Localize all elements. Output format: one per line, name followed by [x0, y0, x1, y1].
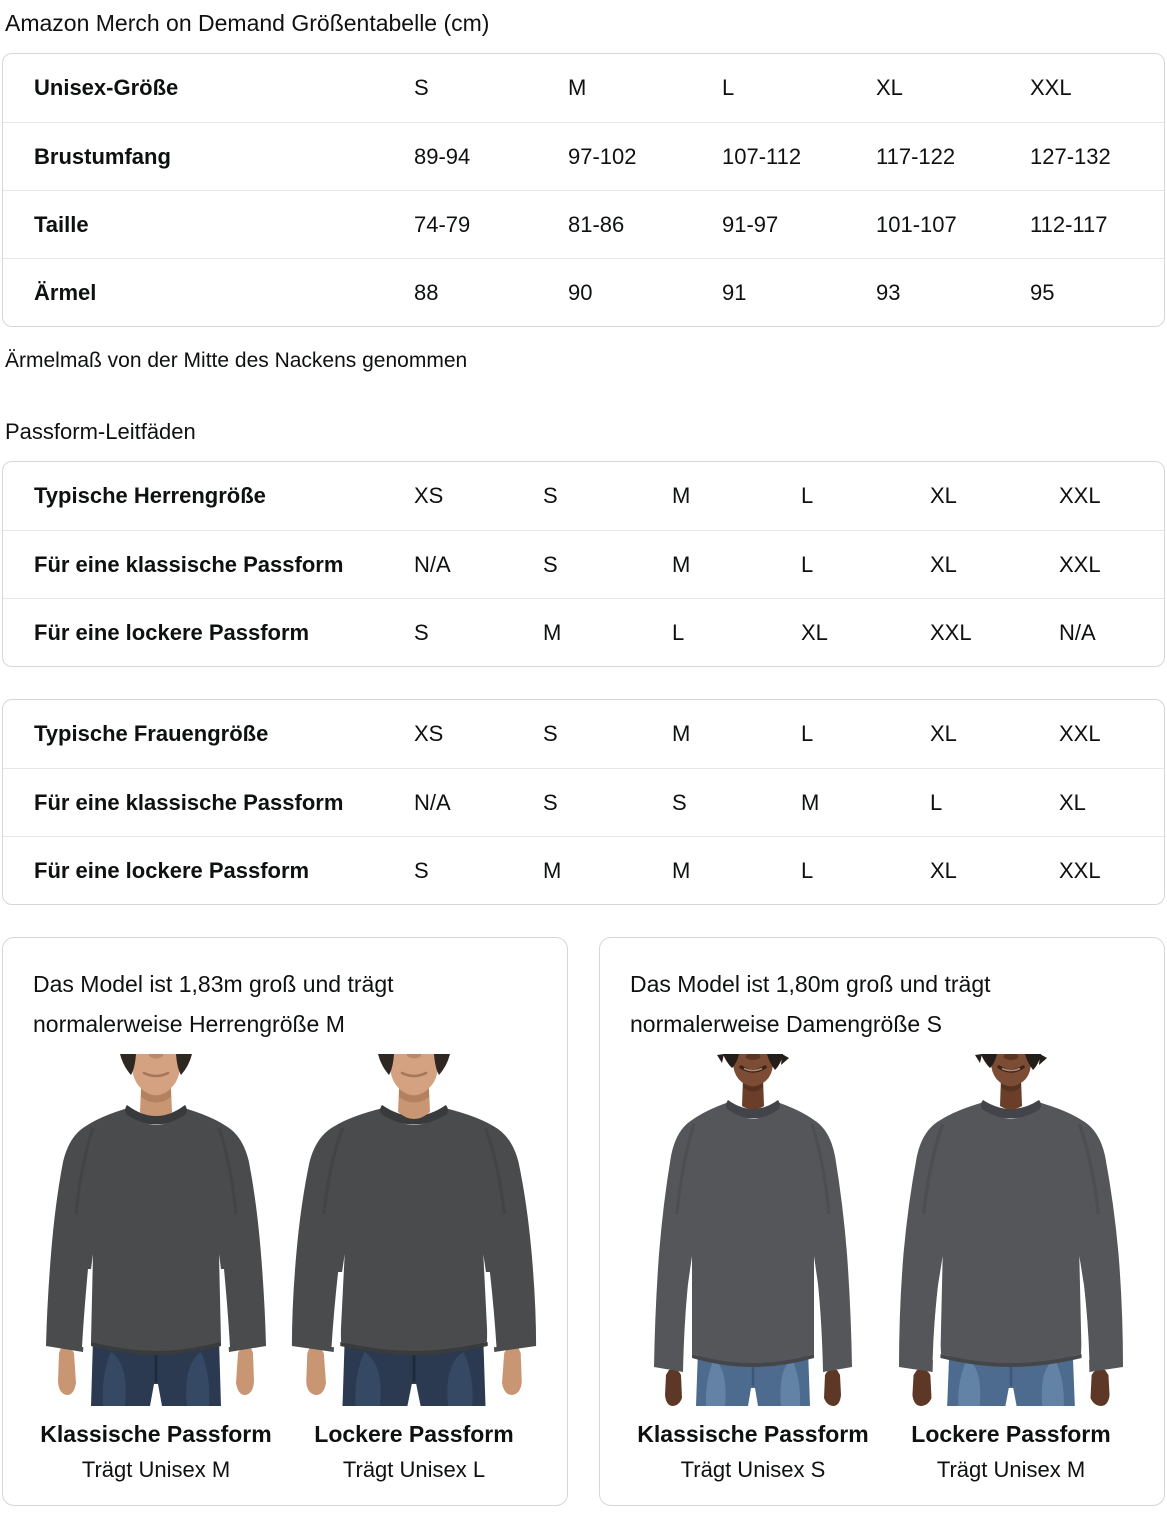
- size-value: N/A: [414, 551, 451, 577]
- female-loose-fit-photo: [886, 1054, 1136, 1483]
- size-value: XXL: [1059, 857, 1101, 883]
- size-value: 117-122: [876, 143, 956, 169]
- size-value: 93: [876, 279, 901, 305]
- size-value: N/A: [414, 789, 451, 815]
- table-row: [3, 258, 1164, 326]
- row-label: Für eine klassische Passform: [34, 551, 344, 577]
- fit-type-label: Klassische Passform: [40, 1421, 272, 1448]
- female-model-classic-illustration: [628, 1054, 878, 1406]
- row-label: Für eine lockere Passform: [34, 857, 310, 883]
- model-cards: [2, 937, 1165, 1506]
- size-value: 97-102: [568, 143, 637, 169]
- male-model-classic-illustration: [31, 1054, 281, 1406]
- model-photos: [624, 1054, 1140, 1483]
- size-value: L: [722, 75, 735, 100]
- size-value: XS: [414, 721, 444, 746]
- size-value: XL: [930, 551, 957, 577]
- worn-size-label: Trägt Unisex M: [81, 1457, 231, 1483]
- size-value: XL: [930, 721, 957, 746]
- worn-size-label: Trägt Unisex L: [342, 1457, 486, 1483]
- row-label: Für eine lockere Passform: [34, 619, 310, 645]
- size-value: 90: [568, 279, 593, 305]
- size-value: XXL: [1059, 483, 1101, 508]
- page-title: Amazon Merch on Demand Größentabelle (cm): [5, 10, 490, 36]
- worn-size-label: Trägt Unisex M: [936, 1457, 1086, 1483]
- sleeve-note: Ärmelmaß von der Mitte des Nackens genommen: [5, 349, 468, 372]
- size-value: M: [801, 789, 820, 815]
- size-value: S: [543, 483, 558, 508]
- row-label: Für eine klassische Passform: [34, 789, 344, 815]
- size-value: S: [543, 551, 558, 577]
- unisex-size-table: [2, 53, 1165, 327]
- size-value: M: [568, 75, 587, 100]
- size-value: M: [672, 551, 691, 577]
- size-value: L: [672, 619, 685, 645]
- table-row: [3, 836, 1164, 904]
- size-value: M: [543, 619, 562, 645]
- row-label: Typische Frauengröße: [34, 721, 269, 746]
- size-value: 88: [414, 279, 439, 305]
- size-value: S: [414, 75, 429, 100]
- model-photos: [27, 1054, 543, 1483]
- photo-caption: [31, 1421, 281, 1483]
- size-value: XXL: [1059, 721, 1101, 746]
- size-value: XXL: [1030, 75, 1072, 100]
- size-value: L: [801, 721, 814, 746]
- size-value: XL: [876, 75, 903, 100]
- size-value: XXL: [1059, 551, 1101, 577]
- table-row: [3, 462, 1164, 530]
- photo-caption: [628, 1421, 878, 1483]
- table-row: [3, 598, 1164, 666]
- size-value: S: [672, 789, 687, 815]
- size-value: S: [543, 721, 558, 746]
- size-value: M: [543, 857, 562, 883]
- female-classic-fit-photo: [628, 1054, 878, 1483]
- male-loose-fit-photo: [289, 1054, 539, 1483]
- size-value: XL: [930, 483, 957, 508]
- table-row: [3, 530, 1164, 598]
- size-value: 89-94: [414, 143, 471, 169]
- row-label: Typische Herrengröße: [34, 483, 266, 508]
- size-value: M: [672, 721, 691, 746]
- table-row: [3, 700, 1164, 768]
- size-value: 127-132: [1030, 143, 1111, 169]
- womens-fit-table: [2, 699, 1165, 905]
- size-value: 74-79: [414, 211, 471, 237]
- size-value: L: [801, 551, 814, 577]
- row-label: Brustumfang: [34, 143, 171, 169]
- model-description: Das Model ist 1,83m groß und trägt normalerweise Herrengröße M: [33, 971, 394, 1038]
- size-value: XL: [1059, 789, 1086, 815]
- table-row: [3, 768, 1164, 836]
- size-value: 101-107: [876, 211, 957, 237]
- size-value: XL: [801, 619, 828, 645]
- fit-guides-heading: Passform-Leitfäden: [5, 419, 196, 444]
- table-row: [3, 190, 1164, 258]
- photo-caption: [886, 1421, 1136, 1483]
- size-value: XXL: [930, 619, 972, 645]
- womens-model-card: [599, 937, 1165, 1506]
- male-model-loose-illustration: [289, 1054, 539, 1406]
- fit-type-label: Lockere Passform: [314, 1421, 514, 1448]
- size-value: L: [801, 483, 814, 508]
- row-label: Taille: [34, 211, 89, 237]
- size-value: 112-117: [1030, 211, 1108, 237]
- size-value: 107-112: [722, 143, 802, 169]
- male-classic-fit-photo: [31, 1054, 281, 1483]
- size-value: S: [414, 857, 429, 883]
- mens-model-card: [2, 937, 568, 1506]
- row-label: Unisex-Größe: [34, 75, 179, 100]
- table-row: [3, 54, 1164, 122]
- fit-type-label: Klassische Passform: [637, 1421, 869, 1448]
- size-value: 91: [722, 279, 747, 305]
- size-value: L: [801, 857, 814, 883]
- size-value: M: [672, 857, 691, 883]
- mens-fit-table: [2, 461, 1165, 667]
- worn-size-label: Trägt Unisex S: [680, 1457, 826, 1483]
- size-value: 81-86: [568, 211, 625, 237]
- size-value: 91-97: [722, 211, 779, 237]
- size-value: N/A: [1059, 619, 1096, 645]
- size-value: M: [672, 483, 691, 508]
- size-value: 95: [1030, 279, 1055, 305]
- size-value: L: [930, 789, 943, 815]
- row-label: Ärmel: [34, 279, 97, 305]
- size-value: XS: [414, 483, 444, 508]
- model-description: Das Model ist 1,80m groß und trägt normalerweise Damengröße S: [630, 971, 991, 1038]
- photo-caption: [289, 1421, 539, 1483]
- fit-type-label: Lockere Passform: [911, 1421, 1111, 1448]
- size-value: XL: [930, 857, 957, 883]
- table-row: [3, 122, 1164, 190]
- female-model-loose-illustration: [886, 1054, 1136, 1406]
- size-value: S: [414, 619, 429, 645]
- size-value: S: [543, 789, 558, 815]
